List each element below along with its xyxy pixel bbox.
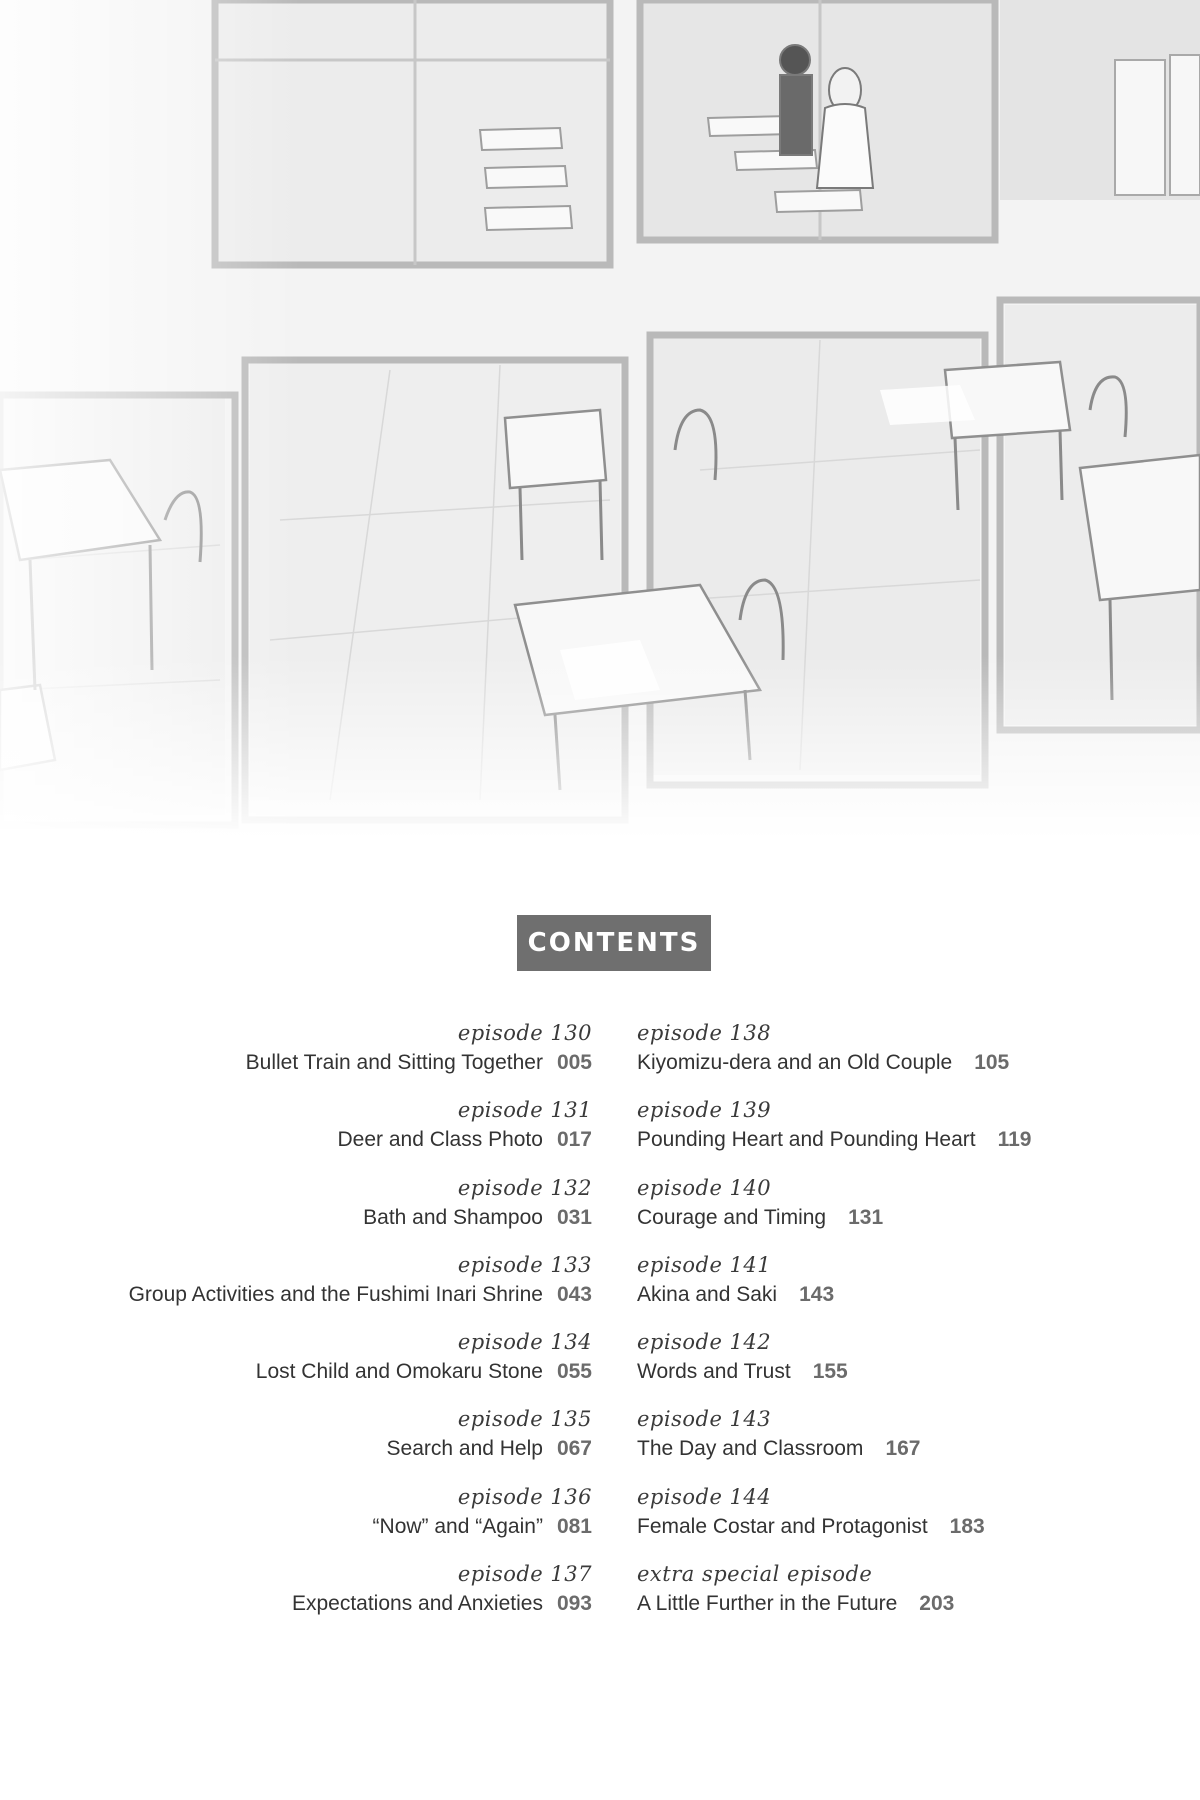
episode-title: Expectations and Anxieties: [291, 1592, 543, 1616]
episode-title: Deer and Class Photo: [337, 1128, 543, 1152]
contents-right-column: [637, 1018, 1177, 1636]
episode-label: episode 132: [457, 1175, 592, 1200]
episode-title: The Day and Classroom: [637, 1437, 864, 1461]
contents-heading: CONTENTS: [517, 915, 711, 971]
episode-title: Group Activities and the Fushimi Inari Shrine: [128, 1282, 543, 1306]
toc-entry[interactable]: [637, 1095, 1177, 1172]
page-number: 119: [997, 1128, 1032, 1152]
episode-label: episode 138: [637, 1021, 772, 1045]
toc-entry[interactable]: [40, 1559, 592, 1636]
page-number: 131: [848, 1205, 884, 1229]
page-number: 167: [885, 1437, 921, 1461]
episode-title: Bath and Shampoo: [363, 1205, 543, 1229]
toc-entry[interactable]: [40, 1173, 592, 1250]
episode-label: episode 131: [457, 1098, 592, 1123]
episode-label: episode 143: [637, 1407, 772, 1432]
episode-title: Words and Trust: [637, 1360, 791, 1384]
toc-entry[interactable]: [637, 1327, 1177, 1404]
page-number: 043: [556, 1282, 592, 1306]
page-number: 005: [556, 1051, 592, 1074]
toc-entry[interactable]: [40, 1095, 592, 1172]
page-number: 105: [974, 1051, 1010, 1074]
episode-label: episode 141: [637, 1252, 772, 1277]
episode-title: Courage and Timing: [637, 1205, 827, 1229]
toc-entry[interactable]: [637, 1482, 1177, 1559]
toc-entry[interactable]: [637, 1173, 1177, 1250]
page-number: 067: [556, 1437, 592, 1461]
episode-label: episode 139: [637, 1098, 772, 1123]
page-number: 081: [556, 1514, 592, 1538]
episode-label: episode 134: [457, 1330, 592, 1355]
toc-entry[interactable]: [637, 1250, 1177, 1327]
toc-entry[interactable]: [40, 1482, 592, 1559]
episode-title: Kiyomizu-dera and an Old Couple: [637, 1051, 953, 1074]
episode-title: “Now” and “Again”: [372, 1514, 543, 1538]
toc-entry[interactable]: [40, 1250, 592, 1327]
episode-label: episode 137: [457, 1562, 592, 1587]
episode-title: Lost Child and Omokaru Stone: [255, 1360, 543, 1384]
episode-title: Bullet Train and Sitting Together: [245, 1051, 543, 1074]
toc-entry[interactable]: [40, 1327, 592, 1404]
page-number: 143: [799, 1282, 835, 1306]
page-number: 183: [949, 1514, 985, 1538]
episode-title: Pounding Heart and Pounding Heart: [637, 1128, 976, 1152]
episode-label: episode 136: [457, 1484, 592, 1509]
toc-entry[interactable]: [637, 1559, 1177, 1636]
toc-entry[interactable]: [40, 1404, 592, 1481]
episode-label: episode 133: [457, 1252, 592, 1277]
toc-entry[interactable]: [40, 1018, 592, 1095]
episode-title: Search and Help: [386, 1437, 543, 1461]
episode-label: episode 144: [637, 1484, 772, 1509]
page-number: 055: [556, 1360, 592, 1384]
toc-entry[interactable]: [637, 1018, 1177, 1095]
page-number: 203: [919, 1592, 955, 1616]
toc-entry[interactable]: [637, 1404, 1177, 1481]
episode-title: Akina and Saki: [637, 1282, 778, 1306]
episode-label: extra special episode: [637, 1562, 873, 1587]
page-number: 155: [812, 1360, 848, 1384]
classroom-illustration: [0, 0, 1200, 840]
page-number: 017: [556, 1128, 592, 1152]
episode-label: episode 135: [457, 1407, 592, 1432]
episode-title: A Little Further in the Future: [637, 1592, 898, 1616]
episode-title: Female Costar and Protagonist: [637, 1514, 928, 1538]
page-number: 031: [556, 1205, 592, 1229]
contents-left-column: [40, 1018, 592, 1636]
episode-label: episode 142: [637, 1330, 772, 1355]
page-number: 093: [556, 1592, 592, 1616]
episode-label: episode 130: [457, 1021, 592, 1045]
episode-label: episode 140: [637, 1175, 772, 1200]
